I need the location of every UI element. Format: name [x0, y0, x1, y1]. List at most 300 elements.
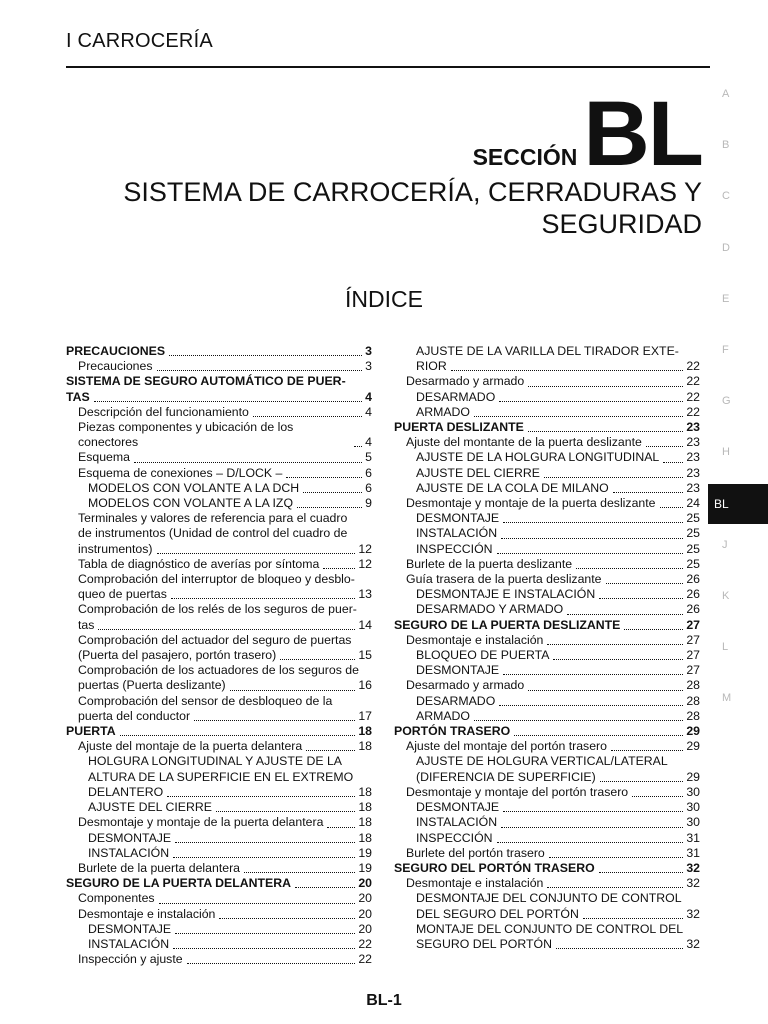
toc-entry[interactable] — [66, 542, 372, 557]
toc-entry-title: SEGURO DE LA PUERTA DELANTERA — [66, 876, 291, 891]
section-code: BL — [583, 83, 702, 185]
toc-entry-title: AJUSTE DE HOLGURA VERTICAL/LATERAL — [416, 754, 668, 769]
toc-entry[interactable] — [66, 481, 372, 496]
toc-dot-leader — [606, 583, 684, 584]
toc-entry-page: 22 — [686, 404, 700, 419]
toc-entry-page: 25 — [686, 556, 700, 571]
toc-entry[interactable] — [66, 344, 372, 359]
toc-entry-page: 4 — [365, 389, 372, 404]
toc-entry[interactable] — [66, 496, 372, 511]
toc-entry[interactable] — [66, 572, 372, 587]
toc-dot-leader — [297, 507, 362, 508]
toc-entry-title: (DIFERENCIA DE SUPERFICIE) — [416, 769, 596, 784]
toc-entry-title: de instrumentos (Unidad de control del cuadro de — [78, 526, 348, 541]
toc-entry[interactable] — [394, 618, 700, 633]
toc-entry-page: 16 — [358, 678, 372, 693]
toc-entry-title: Desmontaje e instalación — [78, 906, 216, 921]
toc-entry-page: 18 — [358, 815, 372, 830]
toc-entry-page: 32 — [686, 936, 700, 951]
section-title-line1: SISTEMA DE CARROCERÍA, CERRADURAS Y — [123, 177, 702, 207]
toc-dot-leader — [134, 462, 362, 463]
toc-dot-leader — [187, 963, 356, 964]
toc-entry-page: 4 — [365, 435, 372, 450]
toc-entry-title: Burlete de la puerta delantera — [78, 860, 241, 875]
toc-entry-title: Comprobación del actuador del seguro de puertas — [78, 632, 352, 647]
toc-entry-title: Desmontaje y montaje de la puerta deslizante — [406, 496, 656, 511]
toc-entry-title: Inspección y ajuste — [78, 952, 183, 967]
section-tab-d: D — [722, 241, 730, 254]
toc-entry-page: 18 — [358, 784, 372, 799]
toc-entry-title: DEL SEGURO DEL PORTÓN — [416, 906, 579, 921]
toc-entry[interactable] — [394, 709, 700, 724]
toc-entry[interactable] — [66, 846, 372, 861]
toc-entry-page: 22 — [686, 389, 700, 404]
toc-entry[interactable] — [394, 861, 700, 876]
toc-entry[interactable] — [66, 663, 372, 678]
toc-dot-leader — [173, 948, 355, 949]
toc-entry[interactable] — [66, 390, 372, 405]
toc-entry-page: 29 — [686, 724, 700, 739]
toc-dot-leader — [306, 750, 355, 751]
toc-dot-leader — [171, 598, 355, 599]
toc-entry-title: AJUSTE DEL CIERRE — [88, 800, 212, 815]
toc-entry-title: TAS — [66, 389, 90, 404]
toc-dot-leader — [157, 370, 363, 371]
toc-entry-page: 3 — [365, 344, 372, 358]
toc-entry[interactable] — [66, 359, 372, 374]
toc-entry-title: ARMADO — [416, 708, 470, 723]
section-title — [102, 176, 702, 240]
toc-dot-leader — [501, 538, 683, 539]
toc-dot-leader — [567, 614, 683, 615]
toc-entry-page: 19 — [358, 845, 372, 860]
toc-entry-page: 30 — [686, 815, 700, 830]
toc-entry[interactable] — [394, 815, 700, 830]
toc-entry-title: puertas (Puerta deslizante) — [78, 678, 226, 693]
toc-entry-page: 20 — [358, 876, 372, 891]
toc-entry[interactable] — [394, 557, 700, 572]
toc-dot-leader — [503, 522, 683, 523]
toc-entry-page: 30 — [686, 800, 700, 815]
toc-entry-page: 22 — [358, 952, 372, 967]
toc-entry-page: 20 — [358, 906, 372, 921]
toc-entry[interactable] — [394, 922, 700, 937]
toc-entry-title: Desarmado y armado — [406, 678, 525, 693]
toc-entry[interactable] — [394, 344, 700, 359]
toc-entry-page: 18 — [358, 830, 372, 845]
section-tab-strip — [708, 84, 768, 739]
toc-dot-leader — [303, 492, 362, 493]
toc-dot-leader — [503, 811, 683, 812]
toc-entry-title: Burlete de la puerta deslizante — [406, 556, 573, 571]
toc-entry-title: RIOR — [416, 359, 447, 374]
toc-entry-page: 28 — [686, 678, 700, 693]
toc-entry-title: instrumentos) — [78, 541, 153, 556]
toc-entry[interactable] — [394, 876, 700, 891]
toc-entry[interactable] — [66, 891, 372, 906]
section-tab-m: M — [722, 692, 732, 705]
toc-entry[interactable] — [394, 663, 700, 678]
toc-entry-title: INSTALACIÓN — [88, 936, 170, 951]
chapter-header: I CARROCERÍA — [66, 30, 213, 52]
toc-entry-title: Burlete del portón trasero — [406, 845, 545, 860]
toc-entry-page: 22 — [686, 374, 700, 389]
toc-entry-title: Esquema — [78, 450, 130, 465]
toc-entry[interactable] — [394, 694, 700, 709]
toc-entry[interactable] — [394, 831, 700, 846]
toc-entry-title: Comprobación de los actuadores de los seguros de — [78, 663, 359, 678]
toc-entry-page: 12 — [358, 556, 372, 571]
toc-entry[interactable] — [394, 450, 700, 465]
toc-entry-title: Precauciones — [78, 359, 153, 374]
toc-entry[interactable] — [66, 952, 372, 967]
toc-entry[interactable] — [394, 572, 700, 587]
toc-entry[interactable] — [394, 724, 700, 739]
toc-column-right — [394, 344, 700, 952]
toc-entry-page: 18 — [358, 800, 372, 815]
toc-entry-page: 3 — [365, 359, 372, 374]
toc-entry-page: 23 — [686, 450, 700, 465]
toc-dot-leader — [499, 705, 683, 706]
toc-entry-page: 23 — [686, 420, 700, 435]
toc-entry-page: 28 — [686, 693, 700, 708]
toc-dot-leader — [244, 872, 355, 873]
toc-entry-title: MODELOS CON VOLANTE A LA IZQ — [88, 496, 294, 511]
toc-entry-title: DESMONTAJE — [416, 663, 500, 678]
toc-entry-title: DESARMADO — [416, 693, 496, 708]
toc-dot-leader — [503, 674, 683, 675]
toc-entry[interactable] — [66, 450, 372, 465]
toc-entry[interactable] — [66, 709, 372, 724]
toc-entry-page: 17 — [358, 708, 372, 723]
toc-entry-title: Desmontaje y montaje de la puerta delantera — [78, 815, 324, 830]
section-tab-l: L — [722, 640, 729, 653]
toc-entry[interactable] — [394, 435, 700, 450]
toc-entry-title: Desarmado y armado — [406, 374, 525, 389]
toc-entry-page: 29 — [686, 769, 700, 784]
toc-entry-title: INSTALACIÓN — [416, 526, 498, 541]
toc-entry[interactable] — [66, 754, 372, 769]
section-title-line2: SEGURIDAD — [541, 209, 702, 239]
toc-entry[interactable] — [394, 405, 700, 420]
toc-dot-leader — [547, 644, 683, 645]
toc-entry[interactable] — [66, 466, 372, 481]
toc-entry-title: DESMONTAJE — [416, 511, 500, 526]
toc-entry-title: Comprobación de los relés de los seguros de puer- — [78, 602, 357, 617]
toc-entry[interactable] — [66, 374, 372, 389]
toc-entry-page: 26 — [686, 602, 700, 617]
toc-dot-leader — [611, 750, 683, 751]
toc-entry-page: 23 — [686, 465, 700, 480]
toc-entry-title: Ajuste del montaje del portón trasero — [406, 739, 607, 754]
toc-dot-leader — [323, 568, 355, 569]
section-tab-b: B — [722, 139, 730, 152]
page-number: BL-1 — [366, 992, 402, 1009]
toc-entry[interactable] — [394, 754, 700, 769]
toc-entry-title: SEGURO DEL PORTÓN — [416, 936, 552, 951]
toc-entry-title: (Puerta del pasajero, portón trasero) — [78, 648, 277, 663]
toc-entry-page: 25 — [686, 511, 700, 526]
toc-entry-title: DESMONTAJE — [88, 830, 172, 845]
toc-dot-leader — [497, 842, 684, 843]
toc-entry-page: 26 — [686, 572, 700, 587]
toc-entry-page: 13 — [358, 587, 372, 602]
toc-entry-title: SEGURO DEL PORTÓN TRASERO — [394, 860, 595, 875]
toc-dot-leader — [553, 659, 683, 660]
toc-dot-leader — [514, 735, 683, 736]
toc-entry-title: Guía trasera de la puerta deslizante — [406, 572, 602, 587]
toc-entry[interactable] — [66, 557, 372, 572]
toc-entry-title: HOLGURA LONGITUDINAL Y AJUSTE DE LA — [88, 754, 342, 769]
toc-entry-page: 14 — [358, 617, 372, 632]
toc-entry[interactable] — [394, 374, 700, 389]
toc-entry[interactable] — [66, 800, 372, 815]
toc-entry-title: BLOQUEO DE PUERTA — [416, 648, 550, 663]
section-tab-bl: BL — [708, 484, 768, 524]
toc-entry-page: 15 — [358, 648, 372, 663]
toc-dot-leader — [556, 948, 683, 949]
toc-dot-leader — [660, 507, 684, 508]
section-tab-h: H — [722, 446, 730, 459]
toc-entry-page: 30 — [686, 784, 700, 799]
toc-entry-page: 24 — [686, 496, 700, 511]
toc-entry[interactable] — [394, 511, 700, 526]
toc-entry[interactable] — [66, 815, 372, 830]
toc-entry-page: 25 — [686, 541, 700, 556]
toc-entry-title: Componentes — [78, 891, 155, 906]
toc-entry[interactable] — [394, 846, 700, 861]
toc-entry[interactable] — [66, 831, 372, 846]
toc-entry[interactable] — [394, 937, 700, 952]
toc-dot-leader — [576, 568, 683, 569]
toc-entry-title: DESMONTAJE — [416, 800, 500, 815]
toc-entry-page: 29 — [686, 739, 700, 754]
toc-entry[interactable] — [394, 800, 700, 815]
toc-entry[interactable] — [394, 390, 700, 405]
toc-dot-leader — [159, 903, 356, 904]
toc-dot-leader — [547, 887, 683, 888]
toc-entry[interactable] — [66, 876, 372, 891]
toc-entry[interactable] — [66, 602, 372, 617]
toc-entry[interactable] — [394, 648, 700, 663]
toc-entry-page: 9 — [365, 496, 372, 511]
toc-entry-title: Piezas componentes y ubicación de los conectores — [78, 420, 294, 450]
toc-entry[interactable] — [394, 907, 700, 922]
toc-dot-leader — [295, 887, 355, 888]
section-tab-a: A — [722, 88, 730, 100]
toc-entry-title: PORTÓN TRASERO — [394, 724, 511, 739]
toc-entry[interactable] — [66, 922, 372, 937]
toc-dot-leader — [663, 462, 683, 463]
toc-entry-title: DELANTERO — [88, 784, 164, 799]
toc-dot-leader — [175, 842, 355, 843]
toc-dot-leader — [451, 370, 684, 371]
toc-entry-page: 32 — [686, 860, 700, 875]
toc-entry-title: PUERTA — [66, 724, 116, 739]
toc-entry[interactable] — [66, 526, 372, 541]
section-tab-g: G — [722, 395, 731, 408]
toc-dot-leader — [544, 477, 683, 478]
toc-entry-title: Esquema de conexiones – D/LOCK – — [78, 465, 283, 480]
toc-entry[interactable] — [66, 739, 372, 754]
toc-entry[interactable] — [66, 861, 372, 876]
toc-entry-page: 5 — [365, 450, 372, 465]
toc-entry-title: INSTALACIÓN — [416, 815, 498, 830]
toc-dot-leader — [230, 690, 356, 691]
toc-entry-title: Terminales y valores de referencia para el cuadro — [78, 511, 348, 526]
toc-entry[interactable] — [66, 907, 372, 922]
toc-entry-title: ALTURA DE LA SUPERFICIE EN EL EXTREMO — [88, 769, 354, 784]
toc-entry-page: 25 — [686, 526, 700, 541]
toc-dot-leader — [499, 401, 683, 402]
toc-dot-leader — [98, 629, 355, 630]
toc-entry[interactable] — [394, 678, 700, 693]
toc-dot-leader — [219, 918, 355, 919]
toc-entry-page: 27 — [686, 617, 700, 632]
toc-entry[interactable] — [394, 602, 700, 617]
toc-entry-title: INSPECCIÓN — [416, 541, 493, 556]
toc-dot-leader — [94, 401, 362, 402]
toc-entry[interactable] — [66, 420, 372, 450]
toc-dot-leader — [169, 355, 362, 356]
toc-entry-page: 27 — [686, 632, 700, 647]
toc-entry-page: 22 — [686, 359, 700, 374]
toc-entry[interactable] — [66, 785, 372, 800]
toc-dot-leader — [216, 811, 355, 812]
toc-entry-page: 31 — [686, 845, 700, 860]
toc-entry[interactable] — [66, 648, 372, 663]
toc-dot-leader — [646, 446, 683, 447]
toc-entry-page: 23 — [686, 435, 700, 450]
toc-dot-leader — [497, 553, 684, 554]
toc-entry[interactable] — [394, 770, 700, 785]
toc-entry-title: Desmontaje y montaje del portón trasero — [406, 784, 629, 799]
toc-dot-leader — [253, 416, 362, 417]
toc-entry-title: Desmontaje e instalación — [406, 876, 544, 891]
toc-dot-leader — [549, 857, 684, 858]
toc-dot-leader — [194, 720, 355, 721]
toc-dot-leader — [354, 446, 362, 447]
toc-entry[interactable] — [394, 420, 700, 435]
toc-entry-title: DESARMADO — [416, 389, 496, 404]
toc-entry-title: SEGURO DE LA PUERTA DESLIZANTE — [394, 617, 621, 632]
toc-entry-title: PUERTA DESLIZANTE — [394, 420, 524, 435]
toc-entry-page: 18 — [358, 724, 372, 739]
toc-entry[interactable] — [394, 587, 700, 602]
toc-entry-title: Desmontaje e instalación — [406, 632, 544, 647]
toc-entry-title: MODELOS CON VOLANTE A LA DCH — [88, 480, 300, 495]
toc-dot-leader — [474, 416, 683, 417]
toc-entry-title: AJUSTE DE LA HOLGURA LONGITUDINAL — [416, 450, 660, 465]
toc-dot-leader — [175, 933, 355, 934]
toc-entry-page: 23 — [686, 480, 700, 495]
toc-entry[interactable] — [394, 359, 700, 374]
toc-dot-leader — [613, 492, 684, 493]
toc-entry[interactable] — [66, 511, 372, 526]
toc-dot-leader — [528, 690, 683, 691]
section-tab-e: E — [722, 292, 730, 305]
toc-entry[interactable] — [394, 739, 700, 754]
toc-entry-title: INSTALACIÓN — [88, 845, 170, 860]
toc-entry[interactable] — [394, 496, 700, 511]
toc-entry[interactable] — [66, 770, 372, 785]
toc-entry-page: 32 — [686, 876, 700, 891]
toc-entry-title: MONTAJE DEL CONJUNTO DE CONTROL DEL — [416, 921, 684, 936]
toc-entry[interactable] — [66, 587, 372, 602]
toc-entry[interactable] — [66, 694, 372, 709]
toc-entry[interactable] — [394, 542, 700, 557]
toc-entry-page: 22 — [358, 936, 372, 951]
toc-entry-title: Tabla de diagnóstico de averías por síntoma — [78, 556, 320, 571]
toc-dot-leader — [599, 872, 684, 873]
toc-dot-leader — [583, 918, 683, 919]
toc-entry[interactable] — [66, 405, 372, 420]
toc-dot-leader — [120, 735, 356, 736]
toc-entry-title: AJUSTE DEL CIERRE — [416, 465, 540, 480]
header-rule — [66, 66, 710, 68]
toc-entry-title: DESARMADO Y ARMADO — [416, 602, 564, 617]
toc-entry-title: tas — [78, 617, 95, 632]
toc-entry[interactable] — [66, 633, 372, 648]
toc-entry-title: AJUSTE DE LA VARILLA DEL TIRADOR EXTE- — [416, 344, 679, 358]
toc-entry-title: INSPECCIÓN — [416, 830, 493, 845]
toc-entry[interactable] — [66, 937, 372, 952]
toc-entry-page: 4 — [365, 404, 372, 419]
toc-entry-title: ARMADO — [416, 404, 470, 419]
section-label: SECCIÓN — [472, 144, 578, 170]
section-tab-k: K — [722, 589, 730, 602]
toc-entry-page: 27 — [686, 648, 700, 663]
toc-entry-title: DESMONTAJE — [88, 921, 172, 936]
section-heading — [472, 83, 702, 185]
toc-entry[interactable] — [394, 526, 700, 541]
toc-entry-title: Ajuste del montante de la puerta deslizante — [406, 435, 642, 450]
toc-entry-title: Descripción del funcionamiento — [78, 404, 249, 419]
toc-entry[interactable] — [66, 678, 372, 693]
toc-entry-title: Comprobación del sensor de desbloqueo de la — [78, 693, 333, 708]
toc-entry-page: 27 — [686, 663, 700, 678]
toc-entry[interactable] — [394, 466, 700, 481]
toc-column-left — [66, 344, 372, 967]
section-tab-c: C — [722, 190, 730, 203]
toc-entry-title: puerta del conductor — [78, 708, 191, 723]
toc-entry-title: DESMONTAJE DEL CONJUNTO DE CONTROL — [416, 891, 682, 906]
toc-entry[interactable] — [394, 891, 700, 906]
toc-entry-title: PRECAUCIONES — [66, 344, 166, 358]
toc-entry[interactable] — [66, 618, 372, 633]
toc-dot-leader — [632, 796, 683, 797]
toc-entry-title: AJUSTE DE LA COLA DE MILANO — [416, 480, 609, 495]
toc-entry[interactable] — [394, 481, 700, 496]
toc-dot-leader — [280, 659, 355, 660]
toc-entry-page: 12 — [358, 541, 372, 556]
toc-entry-title: Ajuste del montaje de la puerta delantera — [78, 739, 303, 754]
section-tab-f: F — [722, 343, 729, 356]
toc-dot-leader — [327, 827, 355, 828]
toc-dot-leader — [624, 629, 683, 630]
toc-dot-leader — [600, 781, 684, 782]
toc-entry-page: 32 — [686, 906, 700, 921]
toc-entry[interactable] — [66, 724, 372, 739]
toc-entry-page: 20 — [358, 891, 372, 906]
index-title: ÍNDICE — [345, 286, 423, 312]
toc-entry[interactable] — [394, 633, 700, 648]
toc-entry-page: 6 — [365, 465, 372, 480]
toc-entry[interactable] — [394, 785, 700, 800]
toc-dot-leader — [528, 431, 684, 432]
toc-dot-leader — [173, 857, 355, 858]
toc-entry-page: 20 — [358, 921, 372, 936]
